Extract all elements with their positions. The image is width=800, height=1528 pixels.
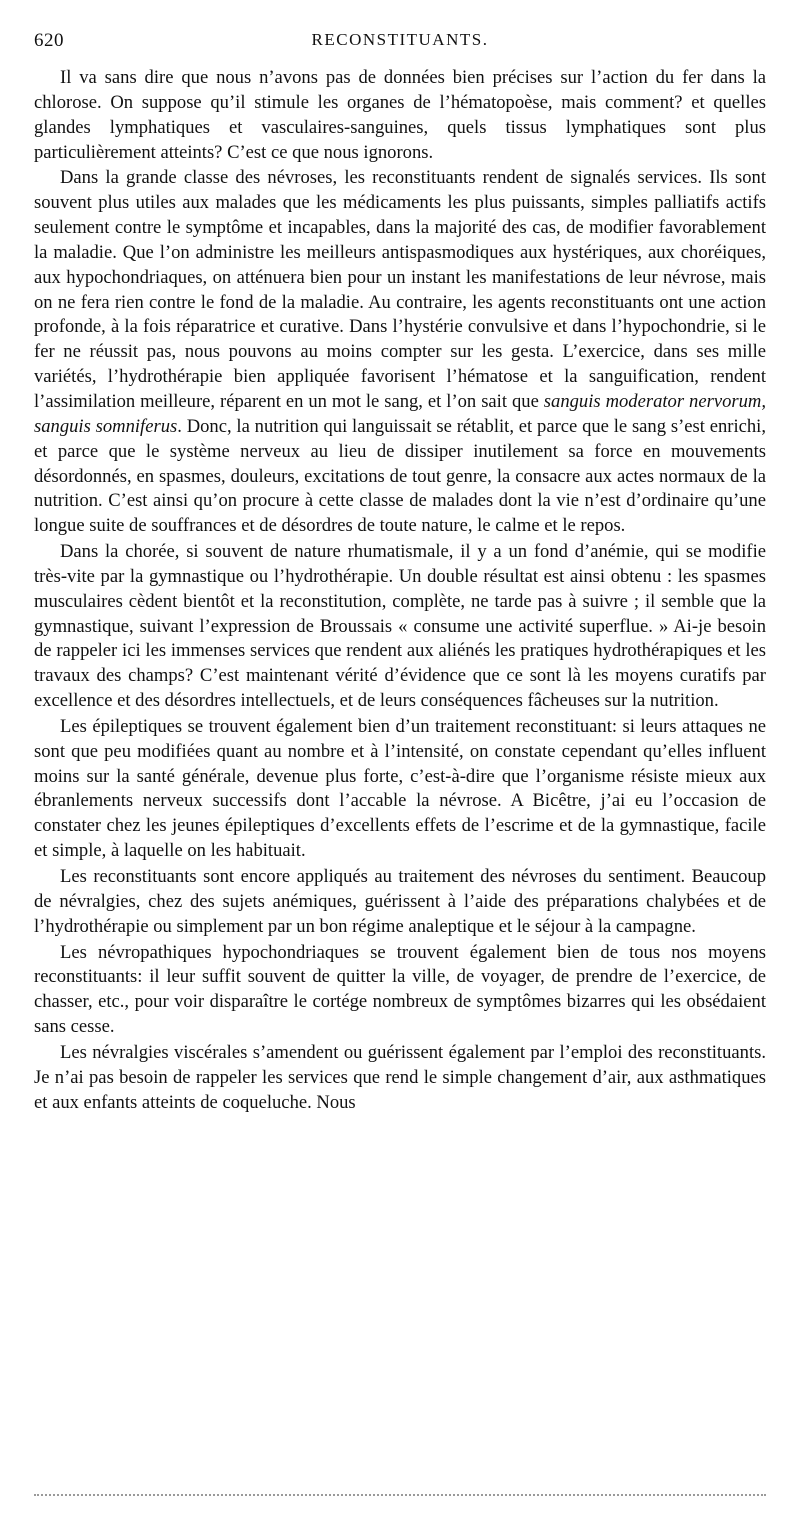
paragraph-2-after: . Donc, la nutrition qui languissait se rétablit, et parce que le sang s’est enrichi, et parce que le système nerveux au lieu de dissiper inutilement sa force en mouvements désordonnés, en spasmes, douleurs, excitations de tout genre, la consacre aux actes normaux de la nutrition. C’est ainsi qu’on procure à cette classe de malades dont la vie n’est d’ordinaire qu’une longue suite de souffrances et de désordres de toute nature, le calme et le repos. (34, 415, 766, 537)
running-title: RECONSTITUANTS. (311, 30, 489, 49)
paragraph-2 (34, 166, 766, 539)
paragraph-4: Les épileptiques se trouvent également bien d’un traitement reconstituant: si leurs attaques ne sont que peu modifiées quant au nombre et à l’intensité, on constate cependant qu’elles influent moins sur la santé générale, devenue plus forte, c’est-à-dire que l’organisme résiste mieux aux ébranlements nerveux successifs dont l’accable la névrose. A Bicêtre, j’ai eu l’occasion de constater chez les jeunes épileptiques d’excellents effets de l’escrime et de la gymnastique, facile et simple, à laquelle on les habituait. (34, 715, 766, 862)
document-page (34, 30, 766, 1115)
footer-dotted-rule (34, 1494, 766, 1496)
paragraph-6: Les névropathiques hypochondriaques se trouvent également bien de tous nos moyens reconstituants: il leur suffit souvent de quitter la ville, de voyager, de prendre de l’exercice, de chasser, etc., pour voir disparaître le cortége nombreux de symptômes bizarres qui les obsédaient sans cesse. (34, 941, 766, 1038)
paragraph-1: Il va sans dire que nous n’avons pas de données bien précises sur l’action du fer dans la chlorose. On suppose qu’il stimule les organes de l’hématopoèse, mais comment? et quelles glandes lymphatiques et vasculaires-sanguines, quels tissus lymphatiques sont plus particulièrement atteints? C’est ce que nous ignorons. (34, 67, 766, 163)
paragraph-5: Les reconstituants sont encore appliqués au traitement des névroses du sentiment. Beaucoup de névralgies, chez des sujets anémiques, guérissent à l’aide des préparations chalybées et de l’hydrothérapie ou simplement par un bon régime analeptique et le séjour à la campagne. (34, 866, 766, 937)
paragraph-2-latin-quote: sanguis moderator nervorum, sanguis somniferus (34, 390, 766, 437)
body-text (34, 66, 766, 1115)
page-number: 620 (34, 30, 64, 51)
paragraph-2-before: Dans la grande classe des névroses, les reconstituants rendent de signalés services. Ils sont souvent plus utiles aux malades que les médicaments les plus puissants, simples palliatifs actifs seulement contre le symptôme et incapables, dans la majorité des cas, de modifier favorablement la maladie. Que l’on administre les meilleurs antispasmodiques aux hystériques, aux choréiques, aux hypochondriaques, on atténuera bien pour un instant les manifestations de leur névrose, mais on ne fera rien contre le fond de la maladie. Au contraire, les agents reconstituants ont une action profonde, à la fois réparatrice et curative. Dans l’hystérie convulsive et dans l’hypochondrie, si le fer ne réussit pas, nous pouvons au moins compter sur les gesta. L’exercice, dans ses mille variétés, l’hydrothérapie bien appliquée favorisent l’hématose et la sanguification, rendent l’assimilation meilleure, réparent en un mot le sang, et l’on sait que (34, 167, 766, 412)
paragraph-3: Dans la chorée, si souvent de nature rhumatismale, il y a un fond d’anémie, qui se modifie très-vite par la gymnastique ou l’hydrothérapie. Un double résultat est ainsi obtenu : les spasmes musculaires cèdent bientôt et la reconstitution, complète, ne tarde pas à suivre ; il semble que la gymnastique, suivant l’expression de Broussais « consume une activité superflue. » Ai-je besoin de rappeler ici les immenses services que rendent aux aliénés les pratiques hydrothérapiques et les travaux des champs? C’est maintenant vérité d’évidence que ce sont là les moyens curatifs par excellence et des désordres intellectuels, et de leurs conséquences fâcheuses sur la nutrition. (34, 541, 766, 712)
paragraph-7: Les névralgies viscérales s’amendent ou guérissent également par l’emploi des reconstituants. Je n’ai pas besoin de rappeler les services que rend le simple changement d’air, aux asthmatiques et aux enfants atteints de coqueluche. Nous (34, 1041, 766, 1113)
page-header (34, 30, 766, 56)
